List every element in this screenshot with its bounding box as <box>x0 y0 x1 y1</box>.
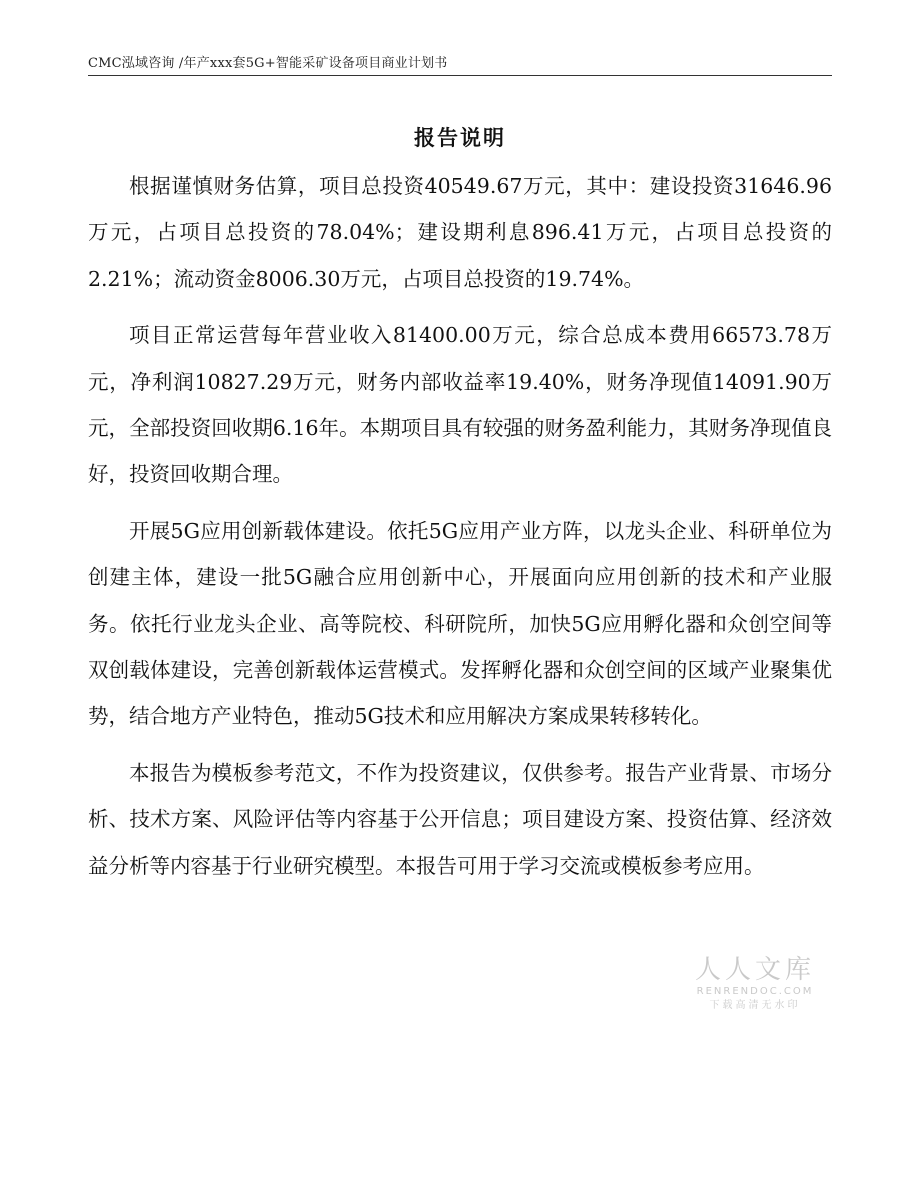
paragraph-financials: 项目正常运营每年营业收入81400.00万元，综合总成本费用66573.78万元，净利润10827.29万元，财务内部收益率19.40%，财务净现值14091.90万元，全部投资回收期6.16年。本期项目具有较强的财务盈利能力，其财务净现值良好，投资回收期合理。 <box>88 323 832 487</box>
watermark <box>680 955 830 1027</box>
running-header: CMC泓域咨询 /年产xxx套5G+智能采矿设备项目商业计划书 <box>88 56 448 71</box>
paragraph-5g-innovation: 开展5G应用创新载体建设。依托5G应用产业方阵，以龙头企业、科研单位为创建主体，建设一批5G融合应用创新中心，开展面向应用创新的技术和产业服务。依托行业龙头企业、高等院校、科研院所，加快5G应用孵化器和众创空间等双创载体建设，完善创新载体运营模式。发挥孵化器和众创空间的区域产业聚集优势，结合地方产业特色，推动5G技术和应用解决方案成果转移转化。 <box>88 518 832 729</box>
watermark-url: RENRENDOC.COM <box>696 986 814 997</box>
body-text <box>88 163 832 899</box>
watermark-note: 下载高清无水印 <box>709 1000 801 1011</box>
section-title: 报告说明 <box>414 125 506 150</box>
watermark-logo: 人人文库 <box>694 955 815 985</box>
header-divider <box>88 75 832 76</box>
paragraph-investment: 根据谨慎财务估算，项目总投资40549.67万元，其中：建设投资31646.96万元，占项目总投资的78.04%；建设期利息896.41万元，占项目总投资的2.21%；流动资金8006.30万元，占项目总投资的19.74%。 <box>88 174 832 291</box>
paragraph-disclaimer: 本报告为模板参考范文，不作为投资建议，仅供参考。报告产业背景、市场分析、技术方案、风险评估等内容基于公开信息；项目建设方案、投资估算、经济效益分析等内容基于行业研究模型。本报告可用于学习交流或模板参考应用。 <box>88 760 832 878</box>
